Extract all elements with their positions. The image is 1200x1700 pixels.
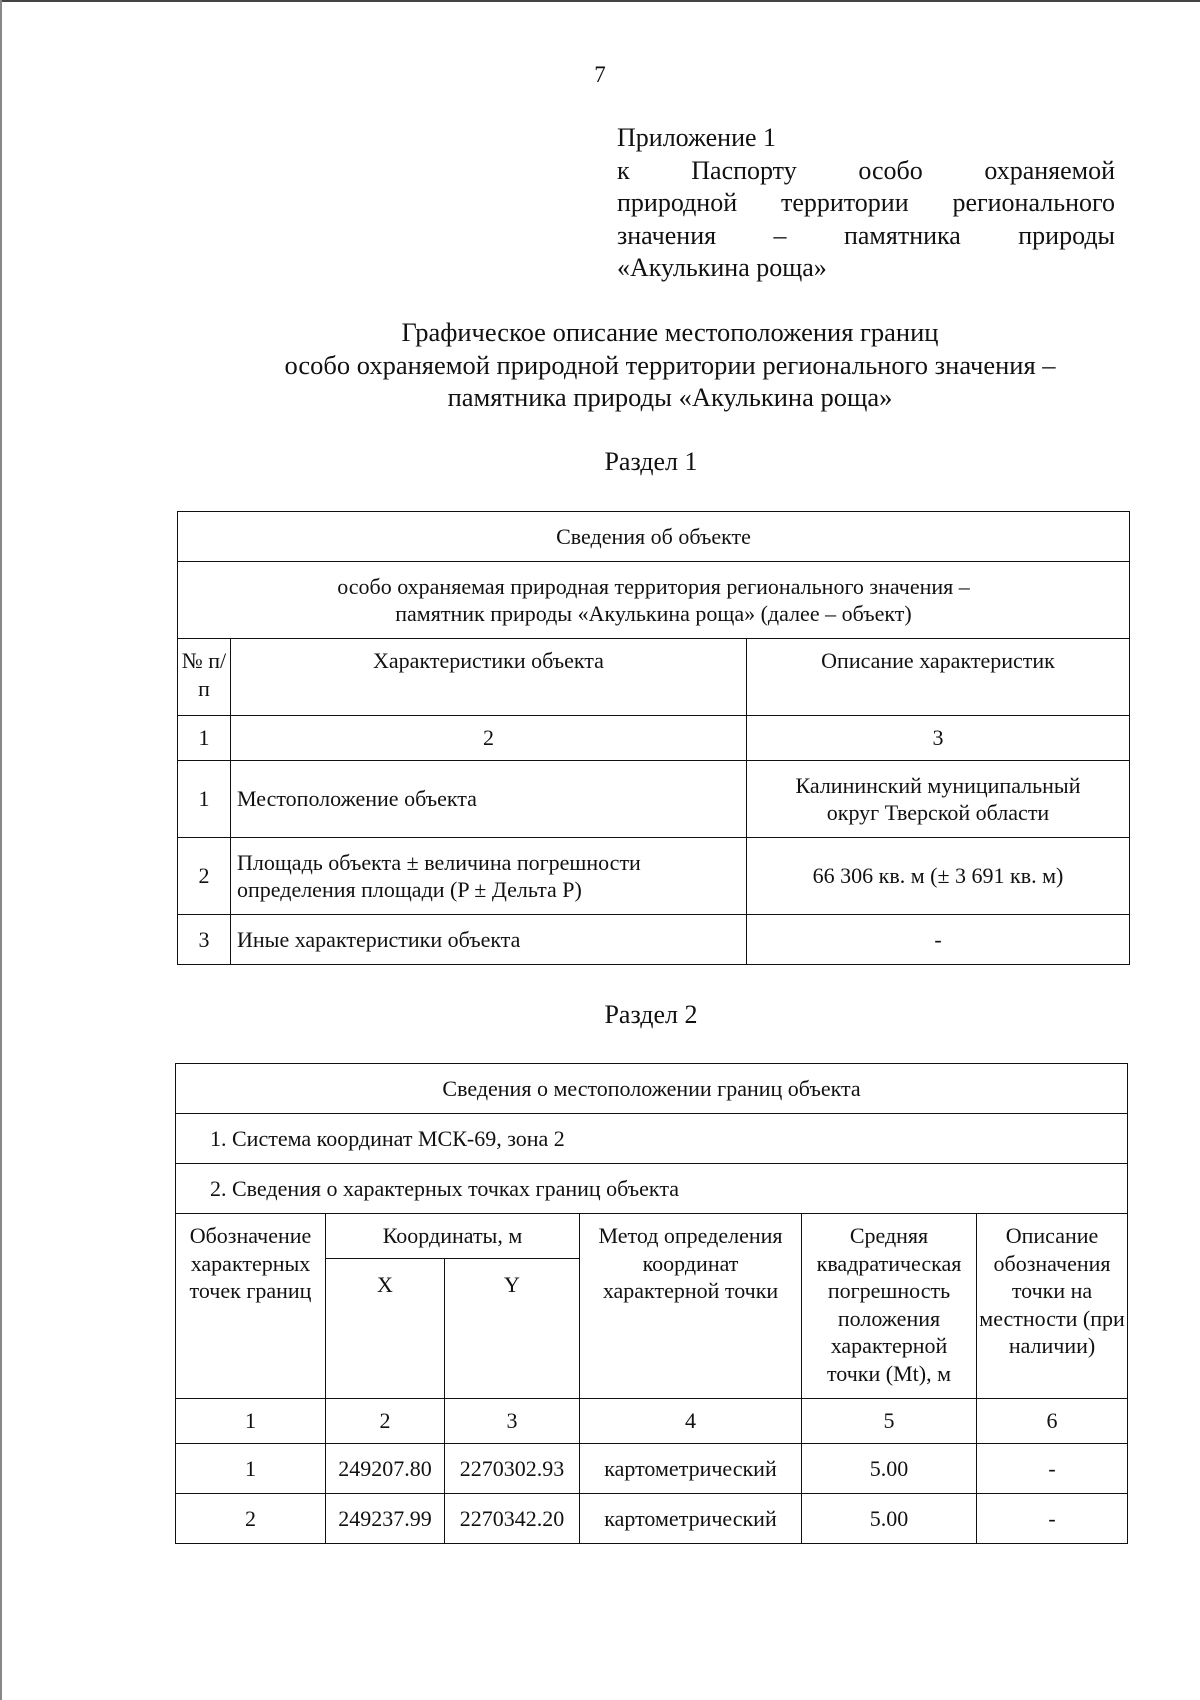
document-heading xyxy=(130,316,1200,414)
row-value: 66 306 кв. м (± 3 691 кв. м) xyxy=(747,838,1130,915)
method: картометрический xyxy=(580,1444,802,1494)
header-point: Обозначение характерных точек границ xyxy=(176,1214,326,1399)
annex-word: – xyxy=(773,220,787,250)
col-number: 1 xyxy=(176,1399,326,1444)
object-name-line-2: памятник природы «Акулькина роща» (далее – объект) xyxy=(395,601,912,626)
annex-line-1 xyxy=(617,155,1115,188)
page-top-edge xyxy=(0,0,1200,2)
boundary-points-table xyxy=(175,1063,1128,1544)
table-title: Сведения об объекте xyxy=(178,512,1130,562)
table-row xyxy=(176,1444,1128,1494)
table-row xyxy=(178,761,1130,838)
header-y: Y xyxy=(445,1259,580,1399)
annex-word: природной xyxy=(617,188,738,217)
coord-y: 2270302.93 xyxy=(445,1444,580,1494)
object-name-line-1: особо охраняемая природная территория регионального значения – xyxy=(337,573,970,599)
annex-word: памятника xyxy=(843,220,961,250)
col-number: 2 xyxy=(326,1399,445,1444)
annex-word: территории xyxy=(780,188,909,217)
coord-x: 249237.99 xyxy=(326,1494,445,1544)
row-name: Местоположение объекта xyxy=(231,761,747,838)
annex-word: Паспорту xyxy=(691,155,797,185)
coord-y: 2270342.20 xyxy=(445,1494,580,1544)
header-method: Метод определения координат характерной точки xyxy=(580,1214,802,1399)
coord-x: 249207.80 xyxy=(326,1444,445,1494)
point-id: 1 xyxy=(176,1444,326,1494)
col-number: 6 xyxy=(977,1399,1128,1444)
section-1-title: Раздел 1 xyxy=(604,447,698,476)
object-name-cell xyxy=(178,562,1130,639)
annex-word: регионального xyxy=(952,188,1116,217)
header-coords: Координаты, м xyxy=(326,1214,580,1259)
header-x: X xyxy=(326,1259,445,1399)
heading-line-3: памятника природы «Акулькина роща» xyxy=(447,382,893,412)
object-info-table xyxy=(177,511,1130,965)
heading-line-2: особо охраняемой природной территории регионального значения – xyxy=(284,349,1056,380)
col-number: 1 xyxy=(178,716,231,761)
annex-line-2 xyxy=(617,187,1115,220)
annex-word: значения xyxy=(617,220,717,250)
col-number: 2 xyxy=(231,716,747,761)
row-name: Площадь объекта ± величина погрешности определения площади (P ± Дельта P) xyxy=(231,838,747,915)
row-num: 2 xyxy=(178,838,231,915)
row-name: Иные характеристики объекта xyxy=(231,915,747,965)
header-description: Описание характеристик xyxy=(747,639,1130,716)
annex-block xyxy=(617,122,1115,285)
annex-word: особо xyxy=(858,155,923,185)
col-number: 3 xyxy=(445,1399,580,1444)
col-number: 3 xyxy=(747,716,1130,761)
method: картометрический xyxy=(580,1494,802,1544)
point-id: 2 xyxy=(176,1494,326,1544)
heading-line-1: Графическое описание местоположения границ xyxy=(401,317,939,347)
table-row xyxy=(178,915,1130,965)
page-number: 7 xyxy=(594,62,606,87)
row-num: 3 xyxy=(178,915,231,965)
error-value: 5.00 xyxy=(802,1444,977,1494)
table-row xyxy=(176,1494,1128,1544)
annex-title: Приложение 1 xyxy=(617,123,777,152)
annex-word: к xyxy=(617,155,630,185)
point-description: - xyxy=(977,1494,1128,1544)
annex-line-3 xyxy=(617,220,1115,253)
page-left-edge xyxy=(0,0,2,1700)
annex-line-4: «Акулькина роща» xyxy=(617,253,827,282)
point-description: - xyxy=(977,1444,1128,1494)
coordinate-system: 1. Система координат МСК-69, зона 2 xyxy=(176,1114,1128,1164)
header-error: Средняя квадратическая погрешность положения характерной точки (Mt), м xyxy=(802,1214,977,1399)
header-characteristic: Характеристики объекта xyxy=(231,639,747,716)
annex-word: охраняемой xyxy=(984,155,1116,185)
col-number: 4 xyxy=(580,1399,802,1444)
header-description: Описание обозначения точки на местности (при наличии) xyxy=(977,1214,1128,1399)
col-number: 5 xyxy=(802,1399,977,1444)
error-value: 5.00 xyxy=(802,1494,977,1544)
points-info-title: 2. Сведения о характерных точках границ объекта xyxy=(176,1164,1128,1214)
table-row xyxy=(178,838,1130,915)
section-2-title: Раздел 2 xyxy=(604,1000,698,1029)
table-title: Сведения о местоположении границ объекта xyxy=(176,1064,1128,1114)
row-value: Калининский муниципальный округ Тверской области xyxy=(747,761,1130,838)
row-value: - xyxy=(747,915,1130,965)
row-num: 1 xyxy=(178,761,231,838)
header-num: № п/п xyxy=(178,639,231,716)
annex-word: природы xyxy=(1018,220,1116,250)
